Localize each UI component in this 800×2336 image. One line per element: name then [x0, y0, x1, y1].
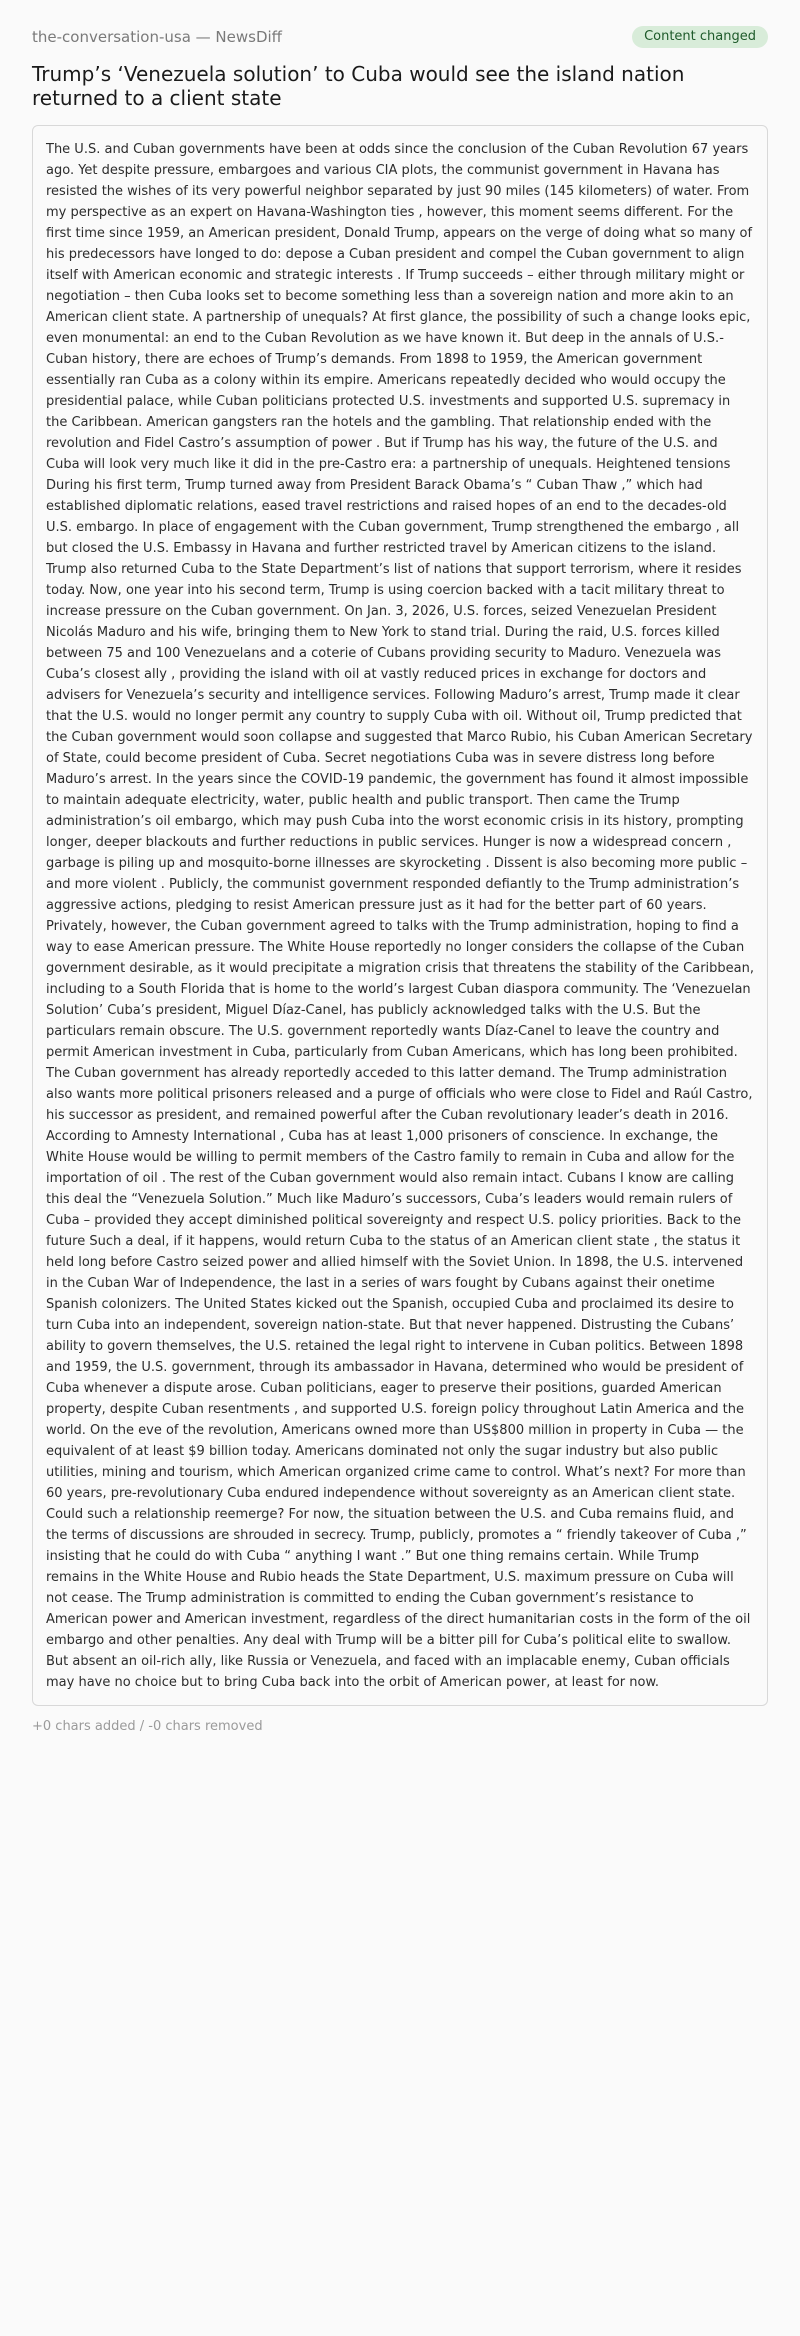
- source-label: the-conversation-usa — NewsDiff: [32, 28, 283, 46]
- article-title: Trump’s ‘Venezuela solution’ to Cuba would see the island nation returned to a client state: [32, 62, 685, 110]
- status-badge: Content changed: [632, 26, 768, 48]
- article-card: [32, 125, 768, 1706]
- diff-stats: +0 chars added / -0 chars removed: [32, 1719, 263, 1734]
- article-body: The U.S. and Cuban governments have been at odds since the conclusion of the Cuban Revolution 67 years ago. Yet despite pressure, embargoes and various CIA plots, the communist government in Havana has resisted the wishes of its very powerful neighbor separated by just 90 miles (145 kilometers) of water. From my perspective as an expert on Havana-Washington ties , however, this moment seems different. For the first time since 1959, an American president, Donald Trump, appears on the verge of doing what so many of his predecessors have longed to do: depose a Cuban president and compel the Cuban government to align itself with American economic and strategic interests . If Trump succeeds – either through military might or negotiation – then Cuba looks set to become something less than a sovereign nation and more akin to an American client state. A partnership of unequals? At first glance, the possibility of such a change looks epic, even monumental: an end to the Cuban Revolution as we have known it. But deep in the annals of U.S.-Cuban history, there are echoes of Trump’s demands. From 1898 to 1959, the American government essentially ran Cuba as a colony within its empire. Americans repeatedly decided who would occupy the presidential palace, while Cuban politicians protected U.S. investments and supported U.S. supremacy in the Caribbean. American gangsters ran the hotels and the gambling. That relationship ended with the revolution and Fidel Castro’s assumption of power . But if Trump has his way, the future of the U.S. and Cuba will look very much like it did in the pre-Castro era: a partnership of unequals. Heightened tensions During his first term, Trump turned away from President Barack Obama’s “ Cuban Thaw ,” which had established diplomatic relations, eased travel restrictions and raised hopes of an end to the decades-old U.S. embargo. In place of engagement with the Cuban government, Trump strengthened the embargo , all but closed the U.S. Embassy in Havana and further restricted travel by American citizens to the island. Trump also returned Cuba to the State Department’s list of nations that support terrorism, where it resides today. Now, one year into his second term, Trump is using coercion backed with a tacit military threat to increase pressure on the Cuban government. On Jan. 3, 2026, U.S. forces, seized Venezuelan President Nicolás Maduro and his wife, bringing them to New York to stand trial. During the raid, U.S. forces killed between 75 and 100 Venezuelans and a coterie of Cubans providing security to Maduro. Venezuela was Cuba’s closest ally , providing the island with oil at vastly reduced prices in exchange for doctors and advisers for Venezuela’s security and intelligence services. Following Maduro’s arrest, Trump made it clear that the U.S. would no longer permit any country to supply Cuba with oil. Without oil, Trump predicted that the Cuban government would soon collapse and suggested that Marco Rubio, his Cuban American Secretary of State, could become president of Cuba. Secret negotiations Cuba was in severe distress long before Maduro’s arrest. In the years since the COVID-19 pandemic, the government has found it almost impossible to maintain adequate electricity, water, public health and public transport. Then came the Trump administration’s oil embargo, which may push Cuba into the worst economic crisis in its history, prompting longer, deeper blackouts and further reductions in public services. Hunger is now a widespread concern , garbage is piling up and mosquito-borne illnesses are skyrocketing . Dissent is also becoming more public – and more violent . Publicly, the communist government responded defiantly to the Trump administration’s aggressive actions, pledging to resist American pressure just as it had for the better part of 60 years. Privately, however, the Cuban government agreed to talks with the Trump administration, hoping to find a way to ease American pressure. The White House reportedly no longer considers the collapse of the Cuban government desirable, as it would precipitate a migration crisis that threatens the stability of the Caribbean, including to a South Florida that is home to the world’s largest Cuban diaspora community. The ‘Venezuelan Solution’ Cuba’s president, Miguel Díaz-Canel, has publicly acknowledged talks with the U.S. But the particulars remain obscure. The U.S. government reportedly wants Díaz-Canel to leave the country and permit American investment in Cuba, particularly from Cuban Americans, which has long been prohibited. The Cuban government has already reportedly acceded to this latter demand. The Trump administration also wants more political prisoners released and a purge of officials who were close to Fidel and Raúl Castro, his successor as president, and remained powerful after the Cuban revolutionary leader’s death in 2016. According to Amnesty International , Cuba has at least 1,000 prisoners of conscience. In exchange, the White House would be willing to permit members of the Castro family to remain in Cuba and allow for the importation of oil . The rest of the Cuban government would also remain intact. Cubans I know are calling this deal the “Venezuela Solution.” Much like Maduro’s successors, Cuba’s leaders would remain rulers of Cuba – provided they accept diminished political sovereignty and respect U.S. policy priorities. Back to the future Such a deal, if it happens, would return Cuba to the status of an American client state , the status it held long before Castro seized power and allied himself with the Soviet Union. In 1898, the U.S. intervened in the Cuban War of Independence, the last in a series of wars fought by Cubans against their onetime Spanish colonizers. The United States kicked out the Spanish, occupied Cuba and proclaimed its desire to turn Cuba into an independent, sovereign nation-state. But that never happened. Distrusting the Cubans’ ability to govern themselves, the U.S. retained the legal right to intervene in Cuban politics. Between 1898 and 1959, the U.S. government, through its ambassador in Havana, determined who would be president of Cuba whenever a dispute arose. Cuban politicians, eager to preserve their positions, guarded American property, despite Cuban resentments , and supported U.S. foreign policy throughout Latin America and the world. On the eve of the revolution, Americans owned more than US$800 million in property in Cuba — the equivalent of at least $9 billion today. Americans dominated not only the sugar industry but also public utilities, mining and tourism, which American organized crime came to control. What’s next? For more than 60 years, pre-revolutionary Cuba endured independence without sovereignty as an American client state. Could such a relationship reemerge? For now, the situation between the U.S. and Cuba remains fluid, and the terms of discussions are shrouded in secrecy. Trump, publicly, promotes a “ friendly takeover of Cuba ,” insisting that he could do with Cuba “ anything I want .” But one thing remains certain. While Trump remains in the White House and Rubio heads the State Department, U.S. maximum pressure on Cuba will not cease. The Trump administration is committed to ending the Cuban government’s resistance to American power and American investment, regardless of the direct humanitarian costs in the form of the oil embargo and other penalties. Any deal with Trump will be a bitter pill for Cuba’s political elite to swallow. But absent an oil-rich ally, like Russia or Venezuela, and faced with an implacable enemy, Cuban officials may have no choice but to bring Cuba back into the orbit of American power, at least for now.: [46, 142, 754, 1690]
- header: [32, 26, 768, 48]
